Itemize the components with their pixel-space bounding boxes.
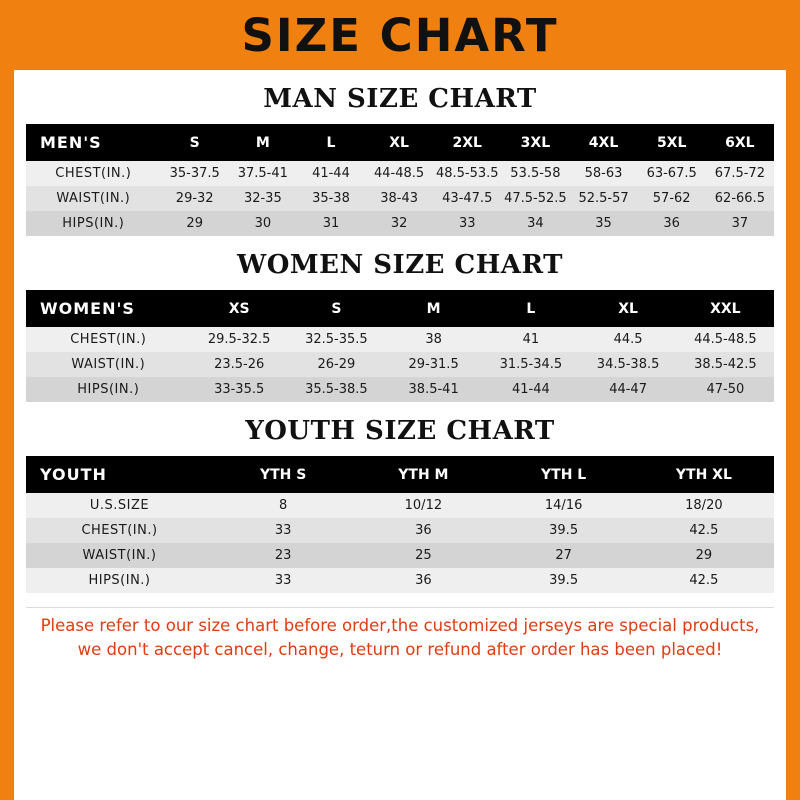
cell: 32.5-35.5 bbox=[288, 327, 385, 352]
cell: 33 bbox=[213, 518, 353, 543]
cell: 33 bbox=[433, 211, 501, 236]
table-row bbox=[26, 493, 774, 518]
column-header: YTH S bbox=[213, 456, 353, 493]
table-row bbox=[26, 186, 774, 211]
column-header: M bbox=[385, 290, 482, 327]
cell: 47-50 bbox=[677, 377, 774, 402]
banner bbox=[0, 0, 800, 70]
column-header: 4XL bbox=[569, 124, 637, 161]
cell: 37 bbox=[706, 211, 774, 236]
row-label: CHEST(IN.) bbox=[26, 518, 213, 543]
cell: 63-67.5 bbox=[638, 161, 706, 186]
cell: 57-62 bbox=[638, 186, 706, 211]
men-table-head bbox=[26, 124, 774, 161]
column-header: 5XL bbox=[638, 124, 706, 161]
column-header: YTH L bbox=[494, 456, 634, 493]
cell: 31.5-34.5 bbox=[482, 352, 579, 377]
column-header: L bbox=[482, 290, 579, 327]
cell: 35-37.5 bbox=[161, 161, 229, 186]
cell: 25 bbox=[353, 543, 493, 568]
cell: 42.5 bbox=[634, 518, 774, 543]
cell: 53.5-58 bbox=[501, 161, 569, 186]
cell: 41-44 bbox=[482, 377, 579, 402]
men-section-title: MAN SIZE CHART bbox=[263, 84, 537, 114]
cell: 23 bbox=[213, 543, 353, 568]
cell: 39.5 bbox=[494, 568, 634, 593]
women-size-table bbox=[26, 290, 774, 402]
cell: 30 bbox=[229, 211, 297, 236]
table-row bbox=[26, 518, 774, 543]
table-row bbox=[26, 352, 774, 377]
footer-note bbox=[26, 607, 774, 662]
content bbox=[14, 84, 786, 662]
cell: 29-32 bbox=[161, 186, 229, 211]
cell: 29.5-32.5 bbox=[191, 327, 288, 352]
table-row bbox=[26, 568, 774, 593]
cell: 38.5-41 bbox=[385, 377, 482, 402]
cell: 33-35.5 bbox=[191, 377, 288, 402]
youth-row-header-label: YOUTH bbox=[26, 456, 213, 493]
column-header: YTH M bbox=[353, 456, 493, 493]
cell: 52.5-57 bbox=[569, 186, 637, 211]
column-header: L bbox=[297, 124, 365, 161]
cell: 39.5 bbox=[494, 518, 634, 543]
cell: 41-44 bbox=[297, 161, 365, 186]
cell: 36 bbox=[353, 518, 493, 543]
cell: 41 bbox=[482, 327, 579, 352]
column-header: S bbox=[161, 124, 229, 161]
footer-note-line-2: we don't accept cancel, change, teturn or refund after order has been placed! bbox=[77, 639, 723, 659]
women-table-head bbox=[26, 290, 774, 327]
column-header: XL bbox=[365, 124, 433, 161]
cell: 58-63 bbox=[569, 161, 637, 186]
cell: 33 bbox=[213, 568, 353, 593]
cell: 32 bbox=[365, 211, 433, 236]
column-header: 3XL bbox=[501, 124, 569, 161]
cell: 23.5-26 bbox=[191, 352, 288, 377]
row-label: CHEST(IN.) bbox=[26, 161, 161, 186]
column-header: M bbox=[229, 124, 297, 161]
table-row bbox=[26, 211, 774, 236]
cell: 67.5-72 bbox=[706, 161, 774, 186]
cell: 38.5-42.5 bbox=[677, 352, 774, 377]
column-header: 6XL bbox=[706, 124, 774, 161]
cell: 43-47.5 bbox=[433, 186, 501, 211]
column-header: XL bbox=[579, 290, 676, 327]
cell: 10/12 bbox=[353, 493, 493, 518]
cell: 37.5-41 bbox=[229, 161, 297, 186]
cell: 44.5 bbox=[579, 327, 676, 352]
cell: 47.5-52.5 bbox=[501, 186, 569, 211]
cell: 27 bbox=[494, 543, 634, 568]
cell: 36 bbox=[353, 568, 493, 593]
column-header: XS bbox=[191, 290, 288, 327]
row-label: WAIST(IN.) bbox=[26, 543, 213, 568]
men-size-table bbox=[26, 124, 774, 236]
row-label: CHEST(IN.) bbox=[26, 327, 191, 352]
cell: 36 bbox=[638, 211, 706, 236]
cell: 18/20 bbox=[634, 493, 774, 518]
table-header-row bbox=[26, 124, 774, 161]
youth-size-table bbox=[26, 456, 774, 593]
cell: 42.5 bbox=[634, 568, 774, 593]
row-label: WAIST(IN.) bbox=[26, 352, 191, 377]
cell: 44-48.5 bbox=[365, 161, 433, 186]
men-table-body bbox=[26, 161, 774, 236]
cell: 34 bbox=[501, 211, 569, 236]
youth-table-head bbox=[26, 456, 774, 493]
table-row bbox=[26, 377, 774, 402]
cell: 14/16 bbox=[494, 493, 634, 518]
cell: 34.5-38.5 bbox=[579, 352, 676, 377]
cell: 35.5-38.5 bbox=[288, 377, 385, 402]
cell: 44.5-48.5 bbox=[677, 327, 774, 352]
women-table-body bbox=[26, 327, 774, 402]
row-label: HIPS(IN.) bbox=[26, 211, 161, 236]
women-row-header-label: WOMEN'S bbox=[26, 290, 191, 327]
youth-table-body bbox=[26, 493, 774, 593]
table-header-row bbox=[26, 290, 774, 327]
cell: 29-31.5 bbox=[385, 352, 482, 377]
cell: 38 bbox=[385, 327, 482, 352]
cell: 48.5-53.5 bbox=[433, 161, 501, 186]
table-row bbox=[26, 161, 774, 186]
footer-note-line-1: Please refer to our size chart before order,the customized jerseys are special products, bbox=[40, 616, 760, 635]
table-header-row bbox=[26, 456, 774, 493]
cell: 62-66.5 bbox=[706, 186, 774, 211]
column-header: 2XL bbox=[433, 124, 501, 161]
women-section-title: WOMEN SIZE CHART bbox=[237, 250, 563, 280]
row-label: U.S.SIZE bbox=[26, 493, 213, 518]
youth-section-title: YOUTH SIZE CHART bbox=[245, 416, 555, 446]
cell: 8 bbox=[213, 493, 353, 518]
cell: 29 bbox=[634, 543, 774, 568]
cell: 26-29 bbox=[288, 352, 385, 377]
row-label: HIPS(IN.) bbox=[26, 568, 213, 593]
row-label: WAIST(IN.) bbox=[26, 186, 161, 211]
cell: 35 bbox=[569, 211, 637, 236]
column-header: XXL bbox=[677, 290, 774, 327]
column-header: YTH XL bbox=[634, 456, 774, 493]
cell: 31 bbox=[297, 211, 365, 236]
page-title: SIZE CHART bbox=[241, 8, 559, 62]
table-row bbox=[26, 543, 774, 568]
row-label: HIPS(IN.) bbox=[26, 377, 191, 402]
cell: 32-35 bbox=[229, 186, 297, 211]
column-header: S bbox=[288, 290, 385, 327]
cell: 38-43 bbox=[365, 186, 433, 211]
cell: 29 bbox=[161, 211, 229, 236]
men-row-header-label: MEN'S bbox=[26, 124, 161, 161]
cell: 44-47 bbox=[579, 377, 676, 402]
table-row bbox=[26, 327, 774, 352]
cell: 35-38 bbox=[297, 186, 365, 211]
